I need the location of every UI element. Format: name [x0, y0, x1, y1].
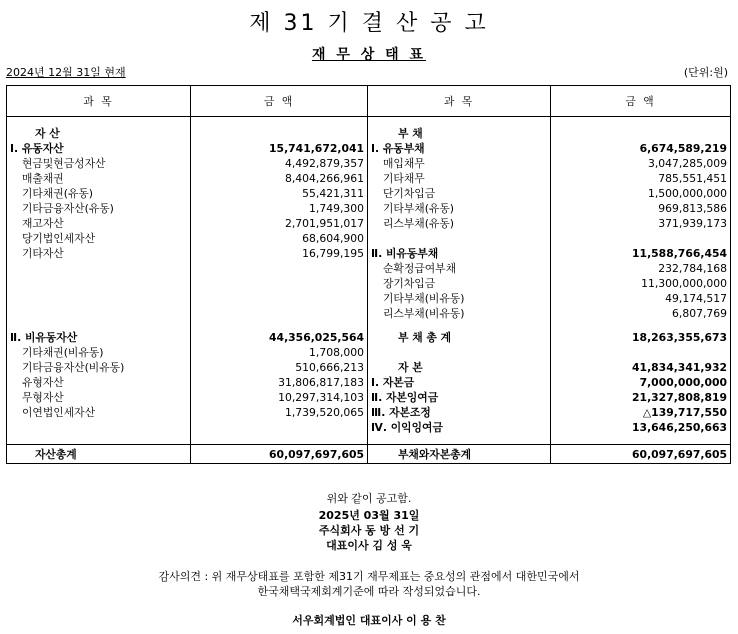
- unit-label: (단위:원): [683, 66, 728, 79]
- left-amount: 510,666,213: [191, 360, 368, 375]
- assets-section-header: 자 산: [35, 127, 60, 140]
- left-amount: 55,421,311: [191, 186, 368, 201]
- right-item: 리스부채(비유동): [368, 306, 551, 321]
- equity-section-header: 자 본: [368, 360, 551, 375]
- left-amount: 68,604,900: [191, 231, 368, 246]
- equity-amount: 7,000,000,000: [551, 375, 731, 390]
- total-liabilities-amount: 18,263,355,673: [551, 330, 731, 345]
- left-amount: 1,708,000: [191, 345, 368, 360]
- right-amount: 11,300,000,000: [551, 276, 731, 291]
- total-assets-label: 자산총계: [7, 445, 191, 464]
- equity-amount: △139,717,550: [551, 405, 731, 420]
- left-item: 매출채권: [22, 172, 64, 185]
- liabilities-section-header: 부 채: [368, 126, 551, 141]
- auditor-name: 서우회계법인 대표이사 이 용 찬: [292, 614, 446, 627]
- right-item: 리스부채(유동): [368, 216, 551, 231]
- left-item: 재고자산: [22, 217, 64, 230]
- left-item: 이연법인세자산: [22, 406, 96, 419]
- right-amount: 3,047,285,009: [551, 156, 731, 171]
- page-title: 제 31 기 결 산 공 고: [249, 11, 489, 36]
- left-item: 기타자산: [22, 247, 64, 260]
- ceo-name: 대표이사 김 성 욱: [326, 539, 412, 552]
- left-item: 무형자산: [22, 391, 64, 404]
- as-of-date: 2024년 12월 31일 현재: [6, 66, 126, 79]
- right-amount: 785,551,451: [551, 171, 731, 186]
- right-amount: 371,939,173: [551, 216, 731, 231]
- current-liabilities-amount: 6,674,589,219: [551, 141, 731, 156]
- noncurrent-assets-amount: 44,356,025,564: [191, 330, 368, 345]
- current-assets-amount: 15,741,672,041: [191, 141, 368, 156]
- left-item: 기타금융자산(유동): [22, 202, 114, 215]
- equity-amount: 13,646,250,663: [551, 420, 731, 435]
- current-assets-label: Ⅰ. 유동자산: [10, 142, 64, 155]
- audit-opinion-line1: 감사의견 : 위 재무상태표를 포함한 제31기 재무제표는 중요성의 관점에서 대한민국에서: [158, 570, 580, 583]
- right-item: 장기차입금: [368, 276, 551, 291]
- current-liabilities-label: Ⅰ. 유동부채: [368, 141, 551, 156]
- total-liabilities-label: 부 채 총 계: [368, 330, 551, 345]
- right-item: 기타부채(비유동): [368, 291, 551, 306]
- header-right-amount: 금 액: [551, 86, 731, 117]
- equity-item: Ⅲ. 자본조정: [368, 405, 551, 420]
- equity-item: Ⅳ. 이익잉여금: [368, 420, 551, 435]
- right-item: 단기차입금: [368, 186, 551, 201]
- announcement-statement: 위와 같이 공고함.: [326, 492, 412, 505]
- header-right-item: 과 목: [368, 86, 551, 117]
- left-item: 현금및현금성자산: [22, 157, 106, 170]
- total-liab-equity-amount: 60,097,697,605: [551, 445, 731, 464]
- equity-total-amount: 41,834,341,932: [551, 360, 731, 375]
- left-item: 기타채권(유동): [22, 187, 94, 200]
- noncurrent-assets-label: Ⅱ. 비유동자산: [10, 331, 78, 344]
- left-amount: 10,297,314,103: [191, 390, 368, 405]
- noncurrent-liabilities-label: Ⅱ. 비유동부채: [368, 246, 551, 261]
- right-amount: 6,807,769: [551, 306, 731, 321]
- equity-amount: 21,327,808,819: [551, 390, 731, 405]
- total-assets-amount: 60,097,697,605: [191, 445, 368, 464]
- left-item: 기타금융자산(비유동): [22, 361, 125, 374]
- right-item: 기타부채(유동): [368, 201, 551, 216]
- announcement-date: 2025년 03월 31일: [318, 509, 420, 522]
- balance-sheet-table: [6, 85, 731, 464]
- right-item: 매입채무: [368, 156, 551, 171]
- header-left-item: 과 목: [7, 86, 191, 117]
- left-amount: 8,404,266,961: [191, 171, 368, 186]
- right-amount: 969,813,586: [551, 201, 731, 216]
- left-amount: 1,749,300: [191, 201, 368, 216]
- left-amount: 1,739,520,065: [191, 405, 368, 420]
- right-amount: 49,174,517: [551, 291, 731, 306]
- equity-item: Ⅱ. 자본잉여금: [368, 390, 551, 405]
- right-item: 기타채무: [368, 171, 551, 186]
- total-liab-equity-label: 부채와자본총계: [368, 445, 551, 464]
- left-item: 유형자산: [22, 376, 64, 389]
- noncurrent-liabilities-amount: 11,588,766,454: [551, 246, 731, 261]
- left-amount: 4,492,879,357: [191, 156, 368, 171]
- right-amount: 1,500,000,000: [551, 186, 731, 201]
- right-amount: 232,784,168: [551, 261, 731, 276]
- header-left-amount: 금 액: [191, 86, 368, 117]
- left-item: 기타채권(비유동): [22, 346, 104, 359]
- left-amount: 2,701,951,017: [191, 216, 368, 231]
- left-item: 당기법인세자산: [22, 232, 96, 245]
- equity-item: Ⅰ. 자본금: [368, 375, 551, 390]
- left-amount: 31,806,817,183: [191, 375, 368, 390]
- company-name: 주식회사 동 방 선 기: [318, 524, 420, 537]
- right-item: 순확정급여부채: [368, 261, 551, 276]
- audit-opinion-line2: 한국채택국제회계기준에 따라 작성되었습니다.: [257, 585, 481, 598]
- left-amount: 16,799,195: [191, 246, 368, 261]
- statement-subtitle: 재 무 상 태 표: [311, 47, 427, 63]
